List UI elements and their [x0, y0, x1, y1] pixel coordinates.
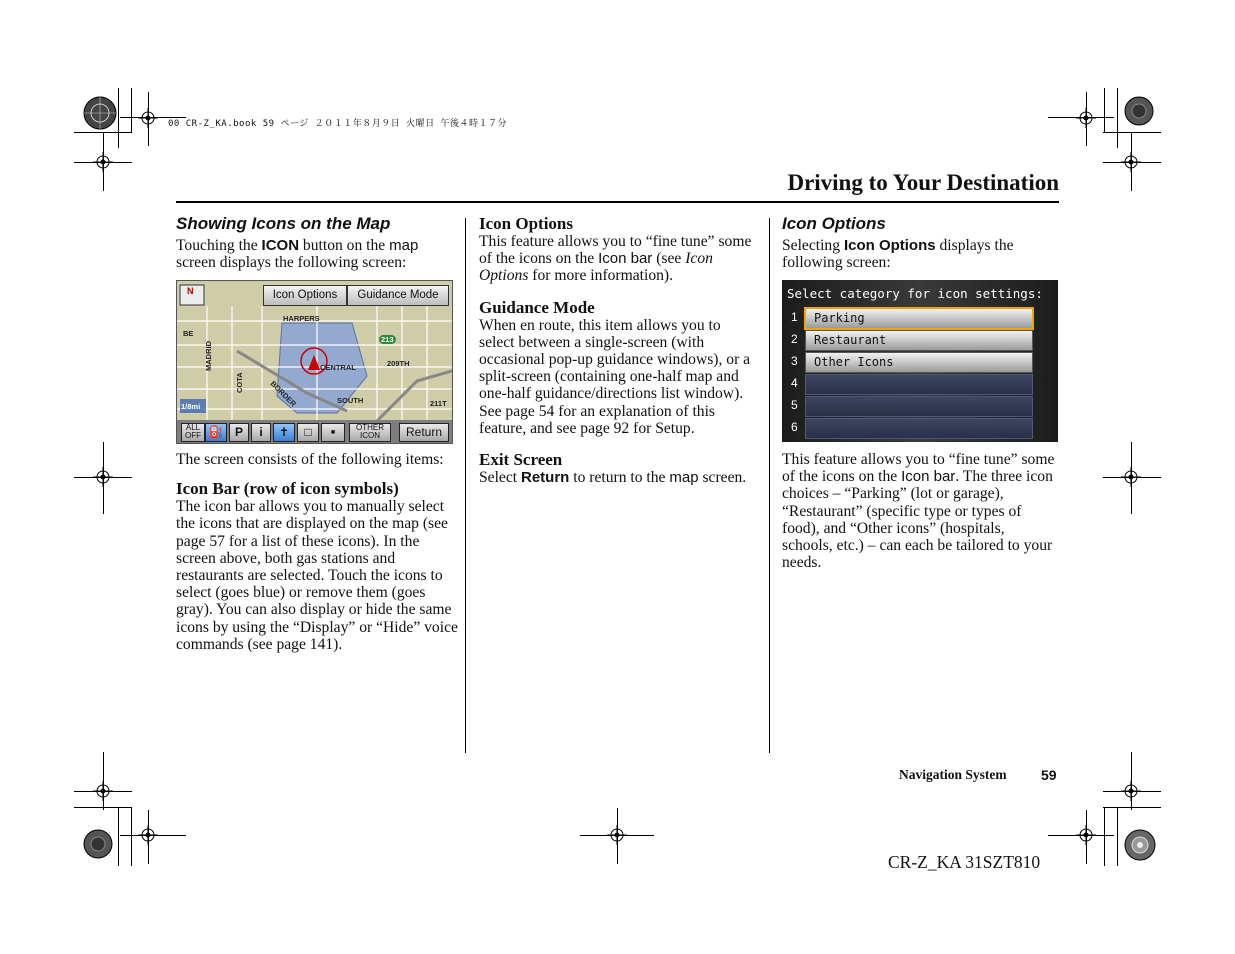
return-button[interactable]: Return: [399, 423, 449, 442]
shopping-cart-icon[interactable]: □: [297, 423, 319, 442]
section-title: Showing Icons on the Map: [176, 214, 391, 233]
option-row: [782, 374, 1058, 394]
option-slot-empty: [805, 396, 1033, 417]
intro-paragraph: Selecting Icon Options displays the following screen:: [782, 237, 1014, 272]
option-number: 4: [791, 376, 798, 390]
compass-label: N: [187, 286, 194, 296]
options-header: Select category for icon settings:: [787, 286, 1043, 301]
option-row[interactable]: [782, 352, 1058, 372]
header-rule: [176, 201, 1059, 203]
map-screen-image: [176, 280, 453, 444]
option-button-parking[interactable]: Parking: [804, 307, 1034, 330]
highway-shield: 213: [381, 335, 394, 344]
street-label: BORDER: [268, 379, 298, 409]
other-icon-button[interactable]: OTHER ICON: [349, 423, 391, 442]
street-label: HARPERS: [283, 314, 320, 323]
option-row: [782, 396, 1058, 416]
section-title: Icon Options: [782, 214, 886, 233]
atm-icon[interactable]: ■: [321, 423, 345, 442]
map-scale: 1/8mi: [181, 402, 201, 411]
paragraph: This feature allows you to “fine tune” some of the icons on the Icon bar. The three icon choices – “Parking” (lot or garage), “Restaurant” (specific type or types of food), and “Other icons” (hospitals, schools, etc.) – can each be tailored to your needs.: [782, 451, 1055, 572]
column-right-lower: [782, 451, 1057, 571]
option-number: 3: [791, 354, 798, 368]
ui-term: map: [669, 469, 699, 487]
intro-paragraph: Touching the ICON button on the map screen displays the following screen:: [176, 237, 419, 272]
column-right: [782, 214, 1060, 271]
paragraph: The screen consists of the following items:: [176, 451, 444, 468]
info-icon[interactable]: i: [251, 423, 271, 442]
subsection-title: Icon Bar (row of icon symbols): [176, 479, 399, 499]
ui-term: Return: [521, 469, 570, 487]
registration-circle-icon: [82, 95, 118, 131]
parking-icon[interactable]: P: [229, 423, 249, 442]
cross-reference: Icon Options: [479, 250, 713, 285]
ui-term: Icon bar: [901, 468, 956, 486]
paragraph: The icon bar allows you to manually select the icons that are displayed on the map (see page 57 for a list of these icons). In the screen above, both gas stations and restaurants are selected. Touch the icons to select (goes blue) or remove them (goes gray). You can also display or hide the same icons by using the “Display” or “Hide” voice commands (see page 141).: [176, 498, 458, 653]
book-info-line: 00 CR-Z_KA.book 59 ページ ２０１１年８月９日 火曜日 午後４時１７分: [168, 119, 508, 129]
street-label: BE: [183, 329, 194, 338]
option-number: 1: [791, 310, 798, 324]
street-label: 211T: [430, 399, 447, 408]
street-label: MADRID: [204, 341, 213, 371]
street-label: SOUTH: [337, 396, 364, 405]
column-left: [176, 214, 461, 271]
option-slot-empty: [805, 418, 1033, 439]
option-number: 5: [791, 398, 798, 412]
option-number: 6: [791, 420, 798, 434]
ui-term: map: [389, 237, 419, 254]
gas-station-icon[interactable]: ⛽: [205, 423, 227, 442]
column-divider: [769, 218, 770, 753]
document-code: CR-Z_KA 31SZT810: [888, 852, 1041, 872]
option-button-restaurant[interactable]: Restaurant: [805, 330, 1033, 351]
ui-term: Icon bar: [598, 250, 653, 268]
option-number: 2: [791, 332, 798, 346]
subsection-title: Icon Options: [479, 214, 573, 233]
option-button-other-icons[interactable]: Other Icons: [805, 352, 1033, 373]
column-left-lower: [176, 451, 461, 653]
icon-bar: [177, 420, 452, 443]
restaurant-icon[interactable]: ✝: [273, 423, 295, 442]
page-title: Driving to Your Destination: [787, 170, 1059, 195]
ui-term: Icon Options: [843, 237, 936, 254]
paragraph: This feature allows you to “fine tune” some of the icons on the Icon bar (see Icon Options for more information).: [479, 233, 752, 285]
guidance-mode-button[interactable]: Guidance Mode: [347, 285, 449, 306]
street-label: COTA: [235, 372, 244, 393]
all-off-button[interactable]: ALL OFF: [181, 423, 205, 442]
registration-circle-icon: [1123, 95, 1155, 127]
subsection-title: Exit Screen: [479, 450, 563, 470]
icon-options-button[interactable]: Icon Options: [263, 285, 347, 306]
page-number: 59: [1041, 767, 1057, 783]
column-middle: [479, 214, 759, 486]
option-row[interactable]: [782, 308, 1058, 328]
icon-options-screen-image: [782, 280, 1058, 442]
registration-circle-icon: [82, 828, 114, 860]
paragraph: When en route, this item allows you to select between a single-screen (with occasional pop-up guidance windows), or a split-screen (containing one-half map and one-half guidance/directions list window). See page 54 for an explanation of this feature, and see page 92 for Setup.: [479, 316, 751, 437]
option-slot-empty: [805, 374, 1033, 395]
paragraph: Select Return to return to the map screen.: [479, 469, 747, 487]
footer-section-label: Navigation System: [899, 767, 1007, 782]
subsection-title: Guidance Mode: [479, 297, 595, 317]
option-row[interactable]: [782, 330, 1058, 350]
column-divider: [465, 218, 466, 753]
ui-term: ICON: [261, 237, 300, 254]
option-row: [782, 418, 1058, 438]
street-label: 209TH: [387, 359, 410, 368]
street-label: CENTRAL: [320, 363, 356, 372]
registration-circle-icon: [1123, 828, 1157, 862]
